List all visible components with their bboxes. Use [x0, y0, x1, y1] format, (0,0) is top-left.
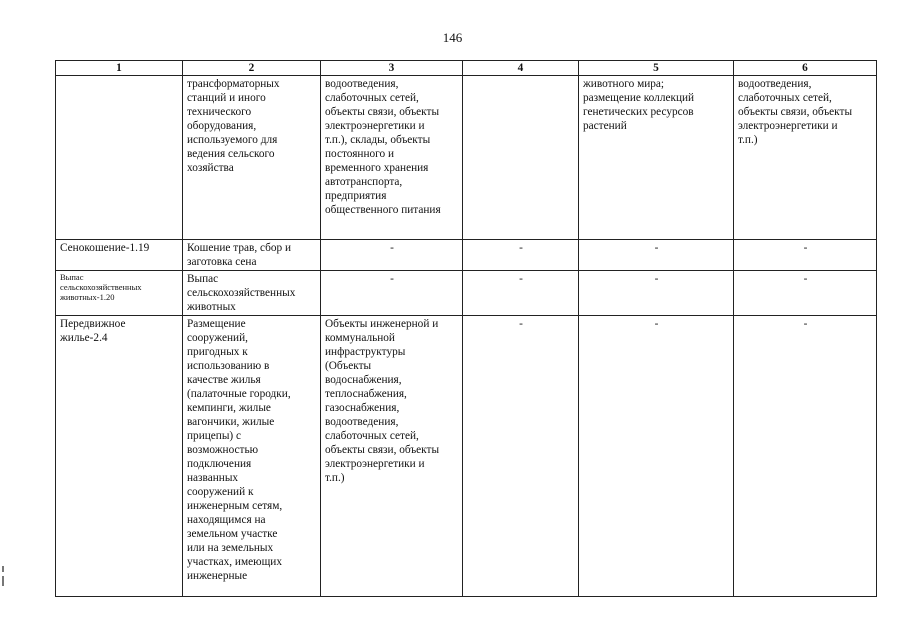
page-number: 146: [442, 30, 463, 45]
table-cell-use-name: Сенокошение-1.19: [56, 240, 183, 271]
table-cell-description: Кошение трав, сбор и заготовка сена: [183, 240, 321, 271]
table-row: [56, 76, 877, 240]
table-row: [56, 316, 877, 597]
table-cell-col5: -: [579, 240, 734, 271]
table-cell-col5: животного мира; размещение коллекций генетических ресурсов растений: [579, 76, 734, 240]
table-cell-col6: водоотведения, слаботочных сетей, объекты связи, объекты электроэнергетики и т.п.): [734, 76, 877, 240]
scan-edge-mark: [2, 576, 4, 586]
column-header-4: 4: [463, 61, 579, 76]
table-cell-col6: -: [734, 316, 877, 597]
table-cell-col4: [463, 76, 579, 240]
table-cell-description: Размещение сооружений, пригодных к использованию в качестве жилья (палаточные городки, кемпинги, жилые вагончики, жилые прицепы) с возможностью подключения названных сооружений к инженерным сетям, находящимся на земельном участке или на земельных участках, имеющих инженерные: [183, 316, 321, 597]
scan-edge-mark: [2, 566, 4, 572]
table-cell-use-name: Выпас сельскохозяйственных животных-1.20: [56, 271, 183, 316]
table-cell-use-name: Передвижное жилье-2.4: [56, 316, 183, 597]
land-use-table: [55, 60, 877, 597]
table-cell-col5: -: [579, 271, 734, 316]
table-cell-col4: -: [463, 240, 579, 271]
table-row: [56, 271, 877, 316]
table-cell-use-name: [56, 76, 183, 240]
table-cell-col6: -: [734, 271, 877, 316]
table-cell-col6: -: [734, 240, 877, 271]
column-header-2: 2: [183, 61, 321, 76]
column-header-5: 5: [579, 61, 734, 76]
table-cell-auxiliary-uses: -: [321, 271, 463, 316]
table-cell-auxiliary-uses: Объекты инженерной и коммунальной инфраструктуры (Объекты водоснабжения, теплоснабжения, газоснабжения, водоотведения, слаботочных сетей, объекты связи, объекты электроэнергетики и т.п.): [321, 316, 463, 597]
table-cell-auxiliary-uses: -: [321, 240, 463, 271]
column-header-1: 1: [56, 61, 183, 76]
table-cell-description: Выпас сельскохозяйственных животных: [183, 271, 321, 316]
table-cell-col4: -: [463, 316, 579, 597]
table-cell-description: трансформаторных станций и иного технического оборудования, используемого для ведения сельского хозяйства: [183, 76, 321, 240]
table-row: [56, 240, 877, 271]
column-header-6: 6: [734, 61, 877, 76]
column-header-3: 3: [321, 61, 463, 76]
header-row: [56, 61, 877, 76]
table-cell-auxiliary-uses: водоотведения, слаботочных сетей, объекты связи, объекты электроэнергетики и т.п.), склады, объекты постоянного и временного хранения автотранспорта, предприятия общественного питания: [321, 76, 463, 240]
table-cell-col5: -: [579, 316, 734, 597]
table-cell-col4: -: [463, 271, 579, 316]
